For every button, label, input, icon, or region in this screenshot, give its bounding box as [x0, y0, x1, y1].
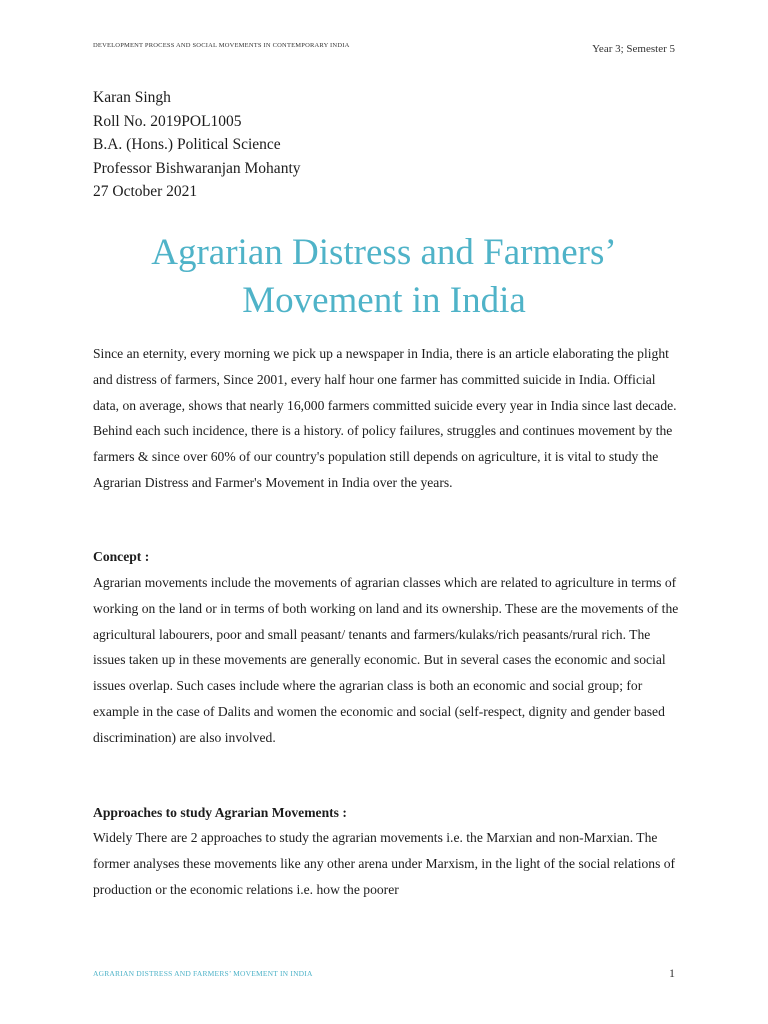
approaches-heading: Approaches to study Agrarian Movements :: [93, 805, 347, 820]
approaches-paragraph: Widely There are 2 approaches to study the agrarian movements i.e. the Marxian and non-Marxian. The former analyses these movements like any other arena under Marxism, in the light of the social relations of production or the economic relations i.e. how the poorer: [93, 830, 676, 897]
submission-date: 27 October 2021: [93, 183, 198, 201]
running-header-title: DEVELOPMENT PROCESS AND SOCIAL MOVEMENTS IN CONTEMPORARY INDIA: [93, 42, 350, 49]
author-name: Karan Singh: [93, 89, 171, 106]
title-line-1: Agrarian Distress and Farmers’: [151, 232, 617, 273]
roll-number: Roll No. 2019POL1005: [93, 112, 242, 130]
title-line-2: Movement in India: [242, 280, 526, 321]
document-title: [60, 229, 708, 325]
page-number: 1: [669, 966, 675, 980]
concept-heading: Concept :: [93, 549, 150, 564]
running-header-semester: Year 3; Semester 5: [592, 43, 675, 55]
author-block: [93, 86, 301, 204]
professor-name: Professor Bishwaranjan Mohanty: [93, 159, 301, 177]
course-name: B.A. (Hons.) Political Science: [93, 136, 281, 154]
concept-paragraph: Agrarian movements include the movements of agrarian classes which are related to agriculture in terms of working on the land or in terms of both working on land and its ownership. These are the movements of the agricultural labourers, poor and small peasant/ tenants and farmers/kulaks/rich peasants/rural rich. The issues taken up in these movements are generally economic. But in several cases the economic and social issues overlap. Such cases include where the agrarian class is both an economic and social group; for example in the case of Dalits and women the economic and social (self-respect, dignity and gender based discrimination) are also involved.: [93, 575, 679, 745]
running-footer-title: AGRARIAN DISTRESS AND FARMERS’ MOVEMENT IN INDIA: [93, 969, 313, 978]
intro-paragraph: Since an eternity, every morning we pick up a newspaper in India, there is an article elaborating the plight and distress of farmers, Since 2001, every half hour one farmer has committed suicide in India. Official data, on average, shows that nearly 16,000 farmers committed suicide every year in India since last decade. Behind each such incidence, there is a history. of policy failures, struggles and continues movement by the farmers & since over 60% of our country's population still depends on agriculture, it is vital to study the Agrarian Distress and Farmer's Movement in India over the years.: [93, 346, 677, 490]
